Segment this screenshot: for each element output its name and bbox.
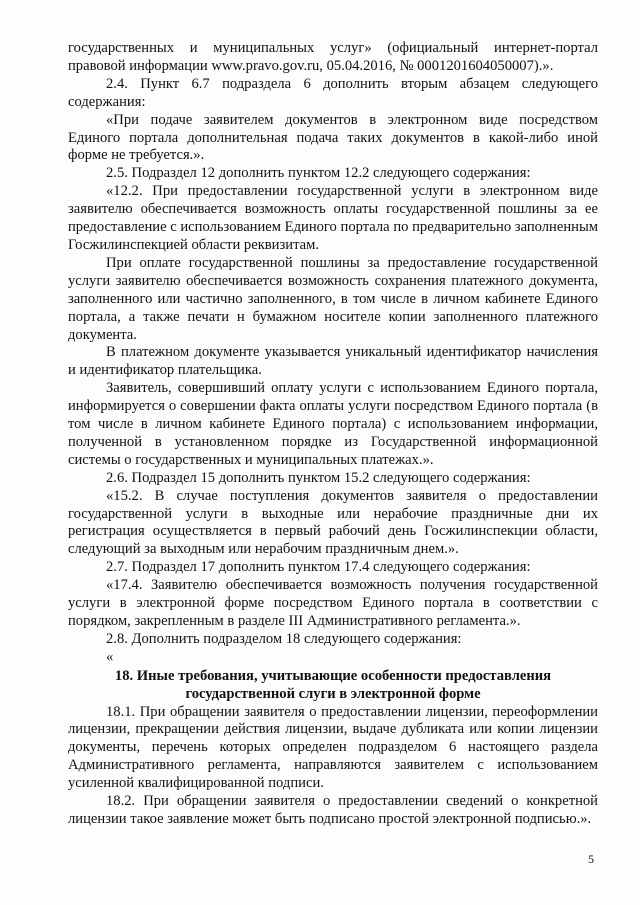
paragraph-2-8: 2.8. Дополнить подразделом 18 следующего содержания: [106,630,462,647]
paragraph-2-4-quote: «При подаче заявителем документов в электронном виде посредством Единого портала дополнительная подача таких документов в какой-либо иной форме не требуется.». [68,111,598,164]
paragraph-15-2: «15.2. В случае поступления документов заявителя о предоставлении государственной услуги в выходные или нерабочие праздничные дни их регистрация осуществляется в первый рабочий день Госжилинспекции области, следующий за выходным или нерабочим праздничным днем.». [68,487,598,558]
opening-quote: « [106,648,114,665]
paragraph-2-7: 2.7. Подраздел 17 дополнить пунктом 17.4 следующего содержания: [106,559,531,576]
paragraph-2-4: 2.4. Пункт 6.7 подраздела 6 дополнить вторым абзацем следующего содержания: [68,75,598,110]
paragraph-17-4: «17.4. Заявителю обеспечивается возможность получения государственной услуги в электронной форме посредством Единого портала в соответствии с порядком, закрепленным в разделе III Административного регламента.». [68,577,598,629]
paragraph-12-2: «12.2. При предоставлении государственной услуги в электронном виде заявителю обеспечивается возможность оплаты государственной пошлины за ее предоставление с использованием Единого портала по предварительно заполненным Госжилинспекцией области реквизитам. [68,183,598,253]
paragraph-payment-id: В платежном документе указывается уникальный идентификатор начисления и идентификатор плательщика. [68,344,598,379]
paragraph-2-6: 2.6. Подраздел 15 дополнить пунктом 15.2 следующего содержания: [106,469,531,486]
section-title: 18. Иные требования, учитывающие особенности предоставления государственной слуги в электронной форме [114,667,552,702]
paragraph-2-5: 2.5. Подраздел 12 дополнить пунктом 12.2 следующего содержания: [106,165,531,182]
paragraph-payment-save: При оплате государственной пошлины за предоставление государственной услуги заявителю обеспечивается возможность сохранения платежного документа, заполненного или частично заполненного, в том числе в личном кабинете Единого портала, а также печати н бумажном носителе копии заполненного платежного документа. [68,254,598,343]
paragraph-18-2: 18.2. При обращении заявителя о предоставлении сведений о конкретной лицензии такое заявление может быть подписано простой электронной подписью.». [68,793,598,827]
page-number: 5 [588,852,594,866]
paragraph-payment-info: Заявитель, совершивший оплату услуги с использованием Единого портала, информируется о совершении факта оплаты услуги посредством Единого портала (в том числе в личном кабинете Единого портала) с использованием информации, полученной в установленном порядке из Государственной информационной системы о государственных и муниципальных платежах.». [68,380,598,468]
paragraph-18-1: 18.1. При обращении заявителя о предоставлении лицензии, переоформлении лицензии, прекращении действия лицензии, выдаче дубликата или копии лицензии документы, перечень которых определен подразделом 6 настоящего раздела Административного регламента, направляются заявителем с использованием усиленной квалифицированной подписи. [68,703,598,792]
paragraph-continuation: государственных и муниципальных услуг» (официальный интернет-портал правовой информации www.pravo.gov.ru, 05.04.2016, № 0001201604050007).». [68,40,598,74]
